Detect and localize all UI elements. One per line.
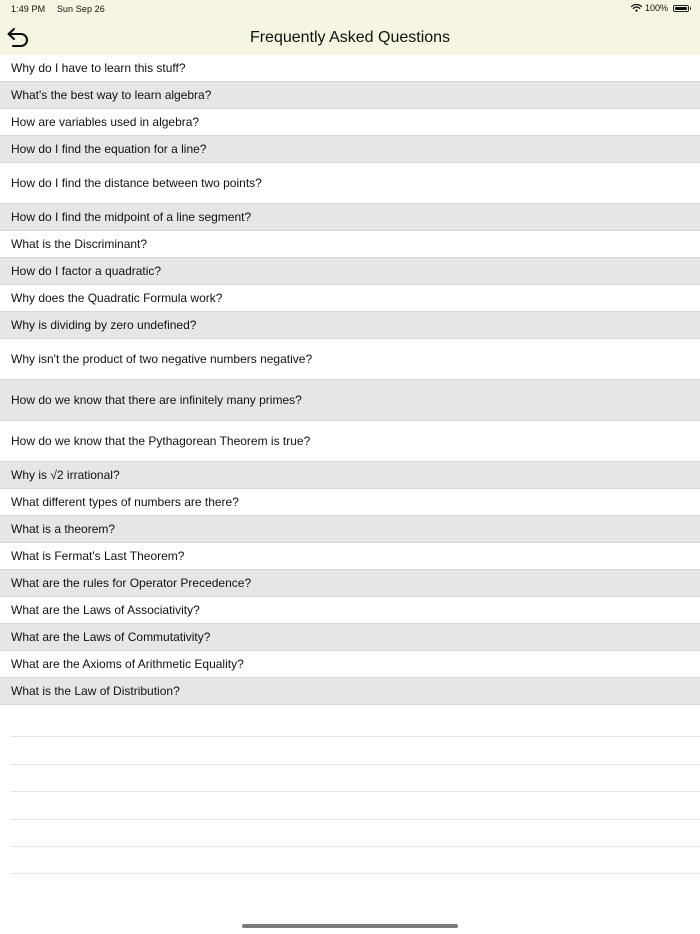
faq-item[interactable] [0,624,700,651]
faq-item-label: What are the Laws of Commutativity? [11,630,211,644]
wifi-icon [631,4,642,12]
faq-item[interactable] [0,339,700,380]
faq-item-label: What's the best way to learn algebra? [11,88,212,102]
page-title: Frequently Asked Questions [249,29,451,46]
battery-percentage: 100% [644,3,668,13]
faq-item-label: What different types of numbers are there? [11,495,239,509]
status-time: 1:49 PM [11,4,46,14]
empty-row [11,765,700,792]
empty-row [11,737,700,764]
faq-item[interactable] [0,516,700,543]
faq-item[interactable] [0,163,700,204]
faq-item[interactable] [0,258,700,285]
faq-item-label: Why do I have to learn this stuff? [11,61,186,75]
battery-fill [675,7,687,10]
faq-item[interactable] [0,651,700,678]
faq-item-label: How do we know that there are infinitely many primes? [11,393,302,407]
empty-row [11,710,700,737]
faq-item[interactable] [0,421,700,462]
status-time-date [11,4,105,14]
empty-table-rows [11,710,700,874]
faq-item[interactable] [0,597,700,624]
faq-item[interactable] [0,285,700,312]
faq-item[interactable] [0,312,700,339]
faq-item[interactable] [0,82,700,109]
faq-item[interactable] [0,543,700,570]
faq-item-label: What are the Laws of Associativity? [11,603,200,617]
faq-item-label: How do I find the midpoint of a line segment? [11,210,252,224]
faq-item-label: How do I find the equation for a line? [11,142,207,156]
faq-item-label: Why isn't the product of two negative numbers negative? [11,352,313,366]
empty-row [11,847,700,874]
faq-item[interactable] [0,204,700,231]
faq-item-label: How do I factor a quadratic? [11,264,162,278]
faq-item-label: What are the Axioms of Arithmetic Equality? [11,657,244,671]
faq-item-label: What are the rules for Operator Precedence? [11,576,252,590]
faq-item[interactable] [0,109,700,136]
home-indicator[interactable] [242,924,458,928]
status-bar [0,0,700,18]
faq-item[interactable] [0,570,700,597]
faq-item[interactable] [0,380,700,421]
faq-item-label: What is a theorem? [11,522,116,536]
battery-icon [673,5,689,12]
navigation-bar [0,0,700,55]
faq-item-label: How are variables used in algebra? [11,115,200,129]
status-date: Sun Sep 26 [56,4,105,14]
faq-item[interactable] [0,55,700,82]
status-indicators [631,3,689,13]
faq-item-label: Why is √2 irrational? [11,468,120,482]
faq-item[interactable] [0,231,700,258]
faq-item-label: What is the Discriminant? [11,237,148,251]
faq-item-label: How do I find the distance between two points? [11,176,262,190]
faq-item-label: What is the Law of Distribution? [11,684,180,698]
faq-item[interactable] [0,489,700,516]
faq-item-label: How do we know that the Pythagorean Theorem is true? [11,434,311,448]
faq-item-label: Why is dividing by zero undefined? [11,318,197,332]
faq-item[interactable] [0,462,700,489]
faq-item[interactable] [0,678,700,705]
faq-item-label: Why does the Quadratic Formula work? [11,291,223,305]
faq-item-label: What is Fermat's Last Theorem? [11,549,185,563]
faq-list [0,55,700,705]
empty-row [11,820,700,847]
faq-item[interactable] [0,136,700,163]
empty-row [11,792,700,819]
